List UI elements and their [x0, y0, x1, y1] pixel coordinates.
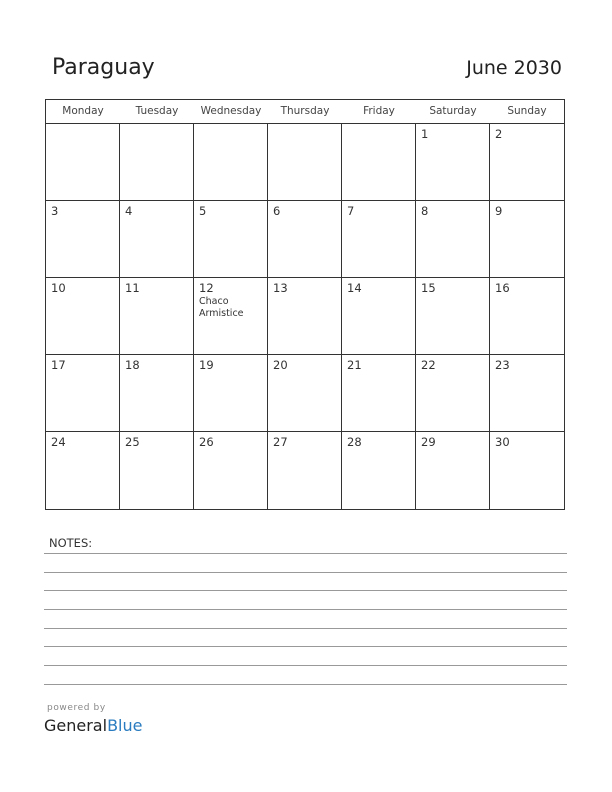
- day-cell: [268, 432, 342, 509]
- day-number: 9: [495, 204, 503, 218]
- note-line: [44, 553, 567, 554]
- day-number: 4: [125, 204, 133, 218]
- day-cell: [490, 432, 564, 509]
- day-number: 28: [347, 435, 362, 449]
- powered-by-text: powered by: [47, 703, 106, 713]
- day-number: 22: [421, 358, 436, 372]
- day-number: 15: [421, 281, 436, 295]
- day-number: 16: [495, 281, 510, 295]
- day-cell: [490, 355, 564, 432]
- holiday-label: Chaco Armistice: [199, 296, 244, 319]
- day-number: 24: [51, 435, 66, 449]
- day-number: 29: [421, 435, 436, 449]
- day-cell: [194, 201, 268, 278]
- day-cell: [490, 201, 564, 278]
- day-number: 7: [347, 204, 355, 218]
- day-cell: [268, 355, 342, 432]
- day-cell: [268, 201, 342, 278]
- weekday-label: Tuesday: [135, 105, 179, 117]
- day-number: 21: [347, 358, 362, 372]
- brand-blue: Blue: [107, 716, 143, 735]
- day-cell: [268, 278, 342, 355]
- day-cell: [490, 124, 564, 201]
- note-line: [44, 646, 567, 647]
- day-cell: [46, 278, 120, 355]
- day-cell: [194, 278, 268, 355]
- day-number: 3: [51, 204, 59, 218]
- day-cell: [416, 201, 490, 278]
- note-line: [44, 609, 567, 610]
- day-cell: [46, 432, 120, 509]
- weekday-label: Wednesday: [200, 105, 262, 117]
- day-number: 17: [51, 358, 66, 372]
- day-number: 20: [273, 358, 288, 372]
- day-number: 19: [199, 358, 214, 372]
- day-number: 30: [495, 435, 510, 449]
- day-cell: [194, 355, 268, 432]
- day-cell: [46, 124, 120, 201]
- day-number: 13: [273, 281, 288, 295]
- day-number: 12: [199, 281, 214, 295]
- day-number: 25: [125, 435, 140, 449]
- weekday-label: Friday: [363, 105, 395, 117]
- day-cell: [342, 278, 416, 355]
- day-cell: [416, 124, 490, 201]
- calendar-grid: [45, 99, 565, 510]
- day-number: 5: [199, 204, 207, 218]
- day-cells: [46, 124, 564, 509]
- day-number: 18: [125, 358, 140, 372]
- day-cell: [268, 124, 342, 201]
- day-cell: [120, 355, 194, 432]
- note-line: [44, 572, 567, 573]
- day-cell: [490, 278, 564, 355]
- note-line: [44, 684, 567, 685]
- day-number: 8: [421, 204, 429, 218]
- brand-general: General: [44, 716, 108, 735]
- day-cell: [342, 201, 416, 278]
- day-cell: [342, 432, 416, 509]
- day-cell: [194, 432, 268, 509]
- day-cell: [120, 432, 194, 509]
- weekday-label: Sunday: [507, 105, 547, 117]
- day-cell: [416, 432, 490, 509]
- day-cell: [46, 201, 120, 278]
- day-number: 6: [273, 204, 281, 218]
- day-cell: [416, 278, 490, 355]
- day-number: 26: [199, 435, 214, 449]
- note-line: [44, 628, 567, 629]
- day-cell: [120, 278, 194, 355]
- day-cell: [120, 201, 194, 278]
- brand-logo: [44, 716, 142, 735]
- day-cell: [342, 355, 416, 432]
- country-title: Paraguay: [52, 55, 155, 80]
- day-cell: [46, 355, 120, 432]
- day-number: 2: [495, 127, 503, 141]
- day-cell: [342, 124, 416, 201]
- day-number: 11: [125, 281, 140, 295]
- weekday-header: [46, 100, 564, 124]
- notes-label: NOTES:: [49, 536, 93, 550]
- day-number: 23: [495, 358, 510, 372]
- weekday-label: Monday: [62, 105, 104, 117]
- note-line: [44, 590, 567, 591]
- weekday-label: Thursday: [280, 105, 330, 117]
- weekday-label: Saturday: [429, 105, 477, 117]
- day-cell: [194, 124, 268, 201]
- month-title: June 2030: [466, 57, 562, 79]
- day-cell: [120, 124, 194, 201]
- day-number: 1: [421, 127, 429, 141]
- day-number: 10: [51, 281, 66, 295]
- day-number: 14: [347, 281, 362, 295]
- day-cell: [416, 355, 490, 432]
- day-number: 27: [273, 435, 288, 449]
- note-line: [44, 665, 567, 666]
